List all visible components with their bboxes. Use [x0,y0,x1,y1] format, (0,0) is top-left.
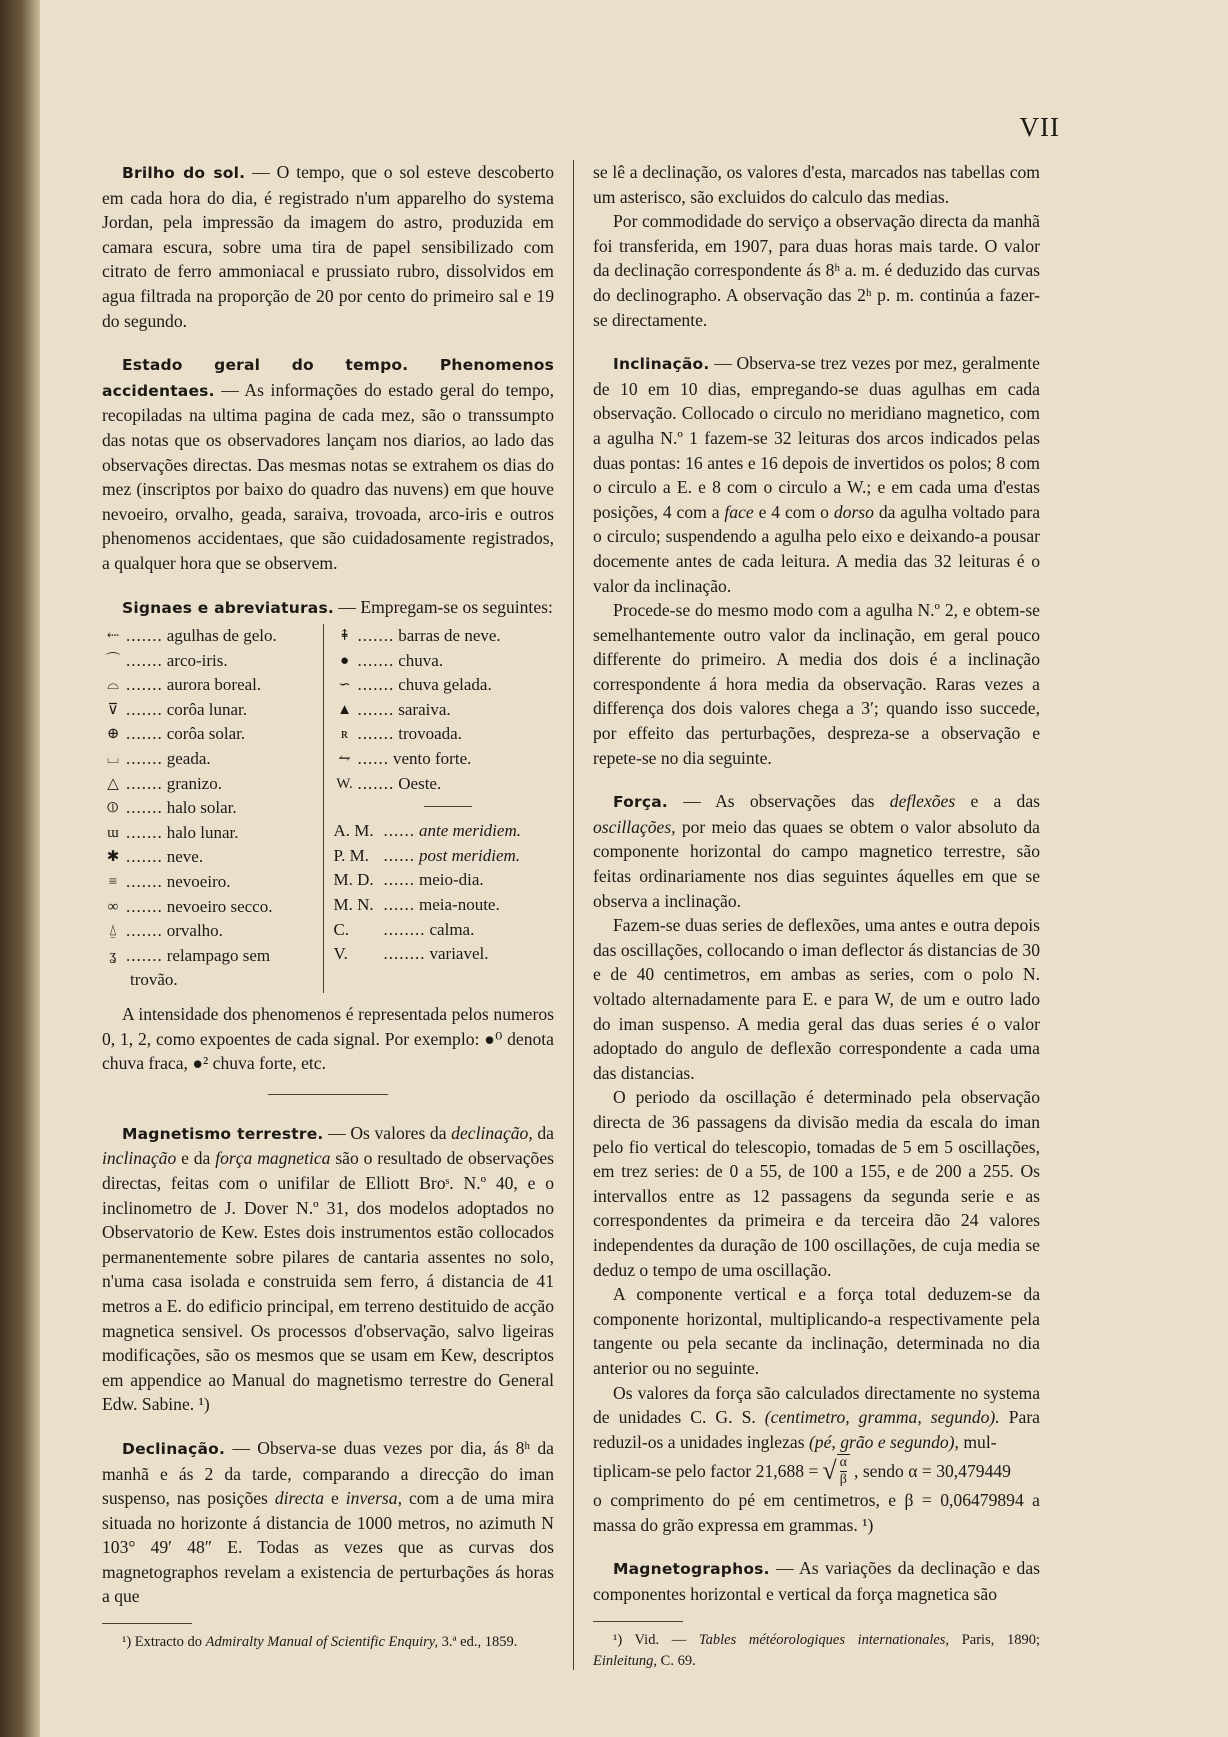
symbol-meaning: neve. [166,847,204,867]
formula-text-a: tiplicam-se pelo factor 21,688 = [593,1460,819,1481]
leader-dots: ....... [126,675,163,695]
symbol-meaning: post meridiem. [419,845,521,865]
paragraph-intensidade: A intensidade dos phenomenos é representada pelos numeros 0, 1, 2, como expoentes de cada signal. Por exemplo: ●⁰ denota chuva fraca, ●² chuva forte, etc. [102,1004,554,1074]
term-inversa: inversa, [345,1488,402,1509]
term-deflexoes: deflexões [889,791,956,812]
leader-dots: ....... [126,626,163,646]
weather-symbol-icon: ⊽ [107,701,119,718]
footnote-rule-right [593,1621,683,1622]
weather-symbol-icon: W. [336,775,353,792]
symbol-meaning: relampago sem [166,945,271,965]
fraction [837,1454,850,1488]
symbol-meaning: meia-noute. [419,895,500,915]
symbol-meaning: orvalho. [166,921,223,941]
text-forca-b: e a das [955,791,1040,812]
paragraph-periodo: O periodo da oscillação é determinado pela observação directa de 36 passagens da divisão media da escala do iman pelo fio vertical do telescopio, tomadas de 5 em 5 oscillações, em trez series: de 0 a 55, de 100 a 155, e de 200 a 255. Os intervallos entre as 12 passagens da segunda serie e as correspondentes da primeira e da terceira dão 24 valores independentes da duração de 100 oscillações, de cuja media se deduz o tempo de uma oscillação. [593,1087,1040,1280]
abbreviation: M. D. [333,870,374,890]
paragraph-continuation: se lê a declinação, os valores d'esta, marcados nas tabellas com um asterisco, são excluidos do calculo das medias. [593,162,1040,207]
weather-symbol-icon: △ [107,775,119,792]
weather-symbols-list [334,624,555,796]
heading-estado: Estado geral do tempo. Phenomenos accidentaes. [102,356,554,400]
leader-dots: ....... [357,626,395,646]
column-divider [573,160,574,1670]
symbols-right-column [324,624,555,993]
symbol-meaning: nevoeiro. [166,872,231,892]
symbols_left-row [102,919,323,944]
paragraph-magnetismo [102,1121,554,1417]
text-valores-a: Os valores da força são calculados directamente no systema de unidades C. G. S. [593,1382,1040,1428]
symbols_left-row [102,821,323,846]
abbr-row [334,844,555,869]
symbols_left-row [102,747,323,772]
leader-dots: ....... [357,699,395,719]
weather-symbol-icon: ʓ [109,947,117,964]
left-column [102,160,554,1653]
symbol-meaning: geada. [166,749,211,769]
footnote-left [102,1632,554,1653]
term-inglezas: (pé, grão e segundo), [808,1431,959,1452]
symbol-meaning: trovão. [130,970,178,990]
symbols_right-row [334,673,555,698]
leader-dots: ....... [357,724,395,744]
paragraph-inclinacao [593,351,1040,598]
text-signaes: — Empregam-se os seguintes: [333,596,553,617]
symbol-meaning: arco-iris. [166,650,228,670]
symbol-meaning: corôa solar. [166,724,246,744]
symbols_right-row [334,722,555,747]
heading-declinacao: Declinação. [122,1439,226,1458]
heading-signaes: Signaes e abreviaturas. [122,598,334,617]
footnote-right-c: Einleitung, [593,1652,658,1669]
weather-symbol-icon: ✱ [106,849,120,866]
symbols_right-row [334,649,555,674]
symbols-separator [424,806,472,807]
term-declinacao: declinação, [451,1122,533,1143]
symbols_left-row [102,649,323,674]
text-inclinacao-c: da agulha voltado para o circulo; suspendendo a agulha pelo eixo e deixando-a pousar docemente antes de cada leitura. A media das 32 leituras é o valor da inclinação. [593,501,1041,596]
weather-symbol-icon: ● [339,652,350,669]
leader-dots: ....... [126,699,163,719]
footnote-left-title: Admiralty Manual of Scientific Enquiry, [205,1634,439,1651]
leader-dots: ...... [383,895,415,915]
text-magnetismo-c: e da [176,1148,216,1169]
symbols_left-row [102,845,323,870]
text-magnetismo-d: são o resultado de observações directas, feitas com o unifilar de Elliott Broˢ. N.º 40, e o inclinometro de J. Dover N.º 31, dos modelos adoptados no Observatorio de Kew. Estes dois instrumentos estão collocados permanentemente sobre pilares de cantaria assentes no solo, n'uma casa isolada e construida sem ferro, á distancia de 41 metros a E. do edificio principal, em terreno destituido de acção magnetica sensivel. Os processos d'observação, salvo ligeiras modificações, são os mesmos que se usam em Kew, descriptos em appendice ao Manual do magnetismo terrestre do General Edw. Sabine. ¹) [102,1148,554,1415]
leader-dots: ....... [126,798,163,818]
weather-symbol-icon: ∞ [107,898,119,915]
weather-symbol-icon: ⇞ [338,628,351,645]
leader-dots: ...... [383,845,415,865]
paragraph-forca [593,789,1040,913]
text-magnetismo-b: da [532,1122,554,1143]
footnote-right-title: Tables météorologiques internationales, [698,1631,950,1648]
paragraph-brilho [102,160,554,333]
footnote-right-a: ¹) Vid. — [613,1631,699,1648]
text-magnetismo-a: — Os valores da [323,1122,452,1143]
sqrt-icon: √ [822,1456,837,1486]
abbr-row [334,868,555,893]
abbreviation: P. M. [333,845,369,865]
abbr-row [334,893,555,918]
term-dorso: dorso [833,501,874,522]
weather-symbol-icon: ⌒ [105,652,121,669]
section-separator [268,1094,388,1095]
text-inclinacao-b: e 4 com o [753,501,834,522]
symbol-meaning: calma. [429,919,475,939]
symbols_left-row [102,698,323,723]
leader-dots: ...... [383,821,415,841]
leader-dots: ....... [126,650,163,670]
symbol-meaning: chuva gelada. [398,675,492,695]
heading-inclinacao: Inclinação. [613,355,710,374]
symbol-meaning: variavel. [429,944,489,964]
abbreviation: A. M. [333,821,374,841]
footnote-left-a: ¹) Extracto do [122,1634,206,1651]
weather-symbol-icon: ⇠ [106,628,120,645]
paragraph-formula-cont: o comprimento do pé em centimetros, e β = 0,06479894 a massa do grão expressa em grammas. ¹) [593,1490,1040,1535]
leader-dots: ....... [126,724,163,744]
leader-dots: ....... [126,872,163,892]
heading-forca: Força. [613,793,668,812]
paragraph-fazem: Fazem-se duas series de deflexões, uma antes e outra depois das oscillações, collocando o iman deflector ás distancias de 30 e de 40 centimetros, em ambas as series, com o polo N. voltado alternadamente para E. e para W, de um e outro lado do iman suspenso. A media geral das duas series é o valor adoptado do angulo de deflexão correspondente a cada uma das distancias. [593,915,1040,1083]
page-number: VII [1019,112,1060,142]
symbol-meaning: Oeste. [398,773,442,793]
formula-line [593,1454,1040,1488]
symbol-meaning: trovoada. [398,724,462,744]
symbols_left-row [102,968,323,993]
term-forca: força magnetica [215,1148,331,1169]
weather-symbol-icon: ⍙ [108,923,118,940]
paragraph-signaes [102,595,554,621]
symbol-meaning: nevoeiro secco. [166,896,273,916]
page-binding-edge [0,0,40,1737]
symbols_right-row [334,747,555,772]
term-cgs: (centimetro, gramma, segundo). [764,1407,1000,1428]
abbr-row [334,819,555,844]
paragraph-componente: A componente vertical e a força total deduzem-se da componente horizontal, multiplicando-a respectivamente pela tangente ou pela secante da inclinação, determinada no dia anterior ou no seguinte. [593,1284,1040,1378]
symbols_left-row [102,944,323,969]
text-brilho: — O tempo, que o sol esteve descoberto em cada hora do dia, é registrado n'um apparelho do systema Jordan, pela impressão da imagem do astro, produzida em camara escura, sobre uma tira de papel sensibilizado com citrato de ferro ammoniacal e prussiato rubro, dissolvidos em agua filtrada na proporção de 20 por cento do primeiro sal e 19 do segundo. [102,162,554,331]
symbols_left-row [102,673,323,698]
symbols_left-row [102,870,323,895]
leader-dots: ....... [126,945,163,965]
leader-dots: ........ [383,944,426,964]
symbols_right-row [334,624,555,649]
weather-symbol-icon: ≡ [108,874,118,891]
text-valores-b: Para reduzil-os a unidades inglezas [593,1407,1040,1452]
weather-symbol-icon: ∽ [338,677,351,694]
symbols_left-row [102,895,323,920]
text-forca-a: — As observações das [668,791,890,812]
symbol-meaning: halo solar. [166,798,237,818]
paragraph-magnetographos [593,1556,1040,1606]
sqrt-formula [822,1454,850,1488]
leader-dots: ....... [357,675,395,695]
symbols_left-row [102,722,323,747]
symbol-meaning: saraiva. [398,699,451,719]
heading-brilho: Brilho do sol. [122,164,246,182]
paragraph-estado [102,352,554,575]
symbols-table [102,624,554,993]
text-inclinacao-a: — Observa-se trez vezes por mez, geralmente de 10 em 10 dias, empregando-se duas agulhas em cada observação. Collocado o circulo no meridiano magnetico, com a agulha N.º 1 fazem-se 32 leituras dos arcos indicados pelas duas pontas: 16 antes e 16 depois de invertidos os polos; 8 com o circulo a E. e 8 com o circulo a W.; e em cada uma d'estas posições, 4 com a [593,353,1040,522]
weather-symbol-icon: ⦶ [107,800,119,817]
symbol-meaning: corôa lunar. [166,699,247,719]
leader-dots: ....... [357,773,395,793]
symbol-meaning: barras de neve. [398,626,501,646]
abbr-row [334,918,555,943]
abbr-row [334,942,555,967]
weather-symbol-icon: ⊕ [106,726,120,743]
paragraph-declinacao [102,1436,554,1609]
symbol-meaning: granizo. [166,773,222,793]
abbreviations-list [334,819,555,967]
term-oscillacoes: oscillações, [593,816,676,837]
leader-dots: ....... [126,896,163,916]
heading-magnetographos: Magnetographos. [613,1560,770,1579]
text-declinacao-a: — Observa-se duas vezes por dia, ás 8ʰ da manhã e ás 2 da tarde, comparando a direcção do iman suspenso, nas posições [102,1437,554,1509]
weather-symbol-icon: ▲ [337,701,352,718]
weather-symbol-icon [102,968,124,993]
footnote-right [593,1630,1040,1672]
term-face: face [724,501,754,522]
symbol-meaning: ante meridiem. [419,821,521,841]
leader-dots: ....... [126,822,163,842]
leader-dots: ....... [126,847,163,867]
weather-symbol-icon: ʀ [340,726,349,743]
text-forca-c: por meio das quaes se obtem o valor absoluto da componente horizontal do campo magnetico terrestre, são feitas ordinariamente nos dias seguintes áquelles em que se observa a inclinação. [593,816,1040,911]
symbols_right-row [334,698,555,723]
paragraph-commodidade: Por commodidade do serviço a observação directa da manhã foi transferida, em 1907, para duas horas mais tarde. O valor da declinação correspondente ás 8ʰ a. m. é deduzido das curvas do declinographo. A observação das 2ʰ p. m. continúa a fazer-se directamente. [593,211,1040,330]
symbols_left-row [102,796,323,821]
text-magnetographos: — As variações da declinação e das componentes horizontal e vertical da força magnetica são [593,1558,1040,1605]
fraction-denominator: β [839,1472,847,1488]
symbol-meaning: halo lunar. [166,822,239,842]
paragraph-valores [593,1381,1040,1455]
weather-symbol-icon: ⥊ [338,751,351,768]
paragraph-procede: Procede-se do mesmo modo com a agulha N.º 2, e obtem-se semelhantemente outro valor da inclinação, em geral pouco differente do primeiro. A media dos dois é a inclinação correspondente á hora media da observação. Raras vezes a differença dos dois valores chega a 3′; quando isso succede, por effeito das perturbações, despreza-se a observação e repete-se no dia seguinte. [593,600,1040,768]
weather-symbol-icon: ⌓ [107,677,119,694]
symbol-meaning: meio-dia. [419,870,484,890]
leader-dots: ....... [357,650,395,670]
symbol-meaning: aurora boreal. [166,675,262,695]
text-declinacao-c: com a de uma mira situada no horizonte á distancia de 1000 metros, no azimuth N 103° 49′ 48″ E. Todas as vezes que as curvas dos magnetographos revelam a existencia de perturbações ás horas a que [102,1488,555,1607]
right-column [593,160,1040,1672]
symbols_right-row [334,772,555,797]
footnote-rule [102,1623,192,1624]
symbol-meaning: chuva. [398,650,444,670]
symbols_left-row [102,624,323,649]
weather-symbol-icon: ⌴ [106,751,119,768]
text-valores-c: mul- [958,1431,997,1452]
footnote-right-b: Paris, 1890; [949,1631,1041,1648]
footnote-left-b: 3.ª ed., 1859. [438,1634,518,1651]
symbol-meaning: vento forte. [393,749,472,769]
symbols-left-column [102,624,324,993]
formula-text-b: , sendo α = 30,479449 [854,1460,1011,1481]
term-directa: directa [274,1488,325,1509]
weather-symbol-icon: ɯ [107,824,119,841]
footnote-right-d: C. 69. [657,1652,696,1669]
abbreviation: C. [333,919,350,939]
leader-dots: ...... [357,749,389,769]
symbol-meaning: agulhas de gelo. [166,626,277,646]
term-inclinacao: inclinação [102,1148,177,1169]
leader-dots: ....... [126,921,163,941]
abbreviation: V. [333,944,348,964]
symbols_left-row [102,772,323,797]
text-declinacao-b: e [324,1488,346,1509]
fraction-numerator: α [839,1455,848,1471]
leader-dots: ........ [383,919,426,939]
text-estado: — As informações do estado geral do tempo, recopiladas na ultima pagina de cada mez, são o transsumpto das notas que os observadores lançam nos diarios, ao lado das observações directas. Das mesmas notas se extrahem os dias do mez (inscriptos por baixo do quadro das nuvens) em que houve nevoeiro, orvalho, geada, saraiva, trovoada, arco-iris e outros phenomenos accidentaes, que são cuidadosamente registrados, a qualquer hora que se observem. [102,379,554,573]
heading-magnetismo: Magnetismo terrestre. [122,1124,324,1143]
abbreviation: M. N. [333,895,374,915]
leader-dots: ...... [383,870,415,890]
leader-dots: ....... [126,749,163,769]
leader-dots: ....... [126,773,163,793]
